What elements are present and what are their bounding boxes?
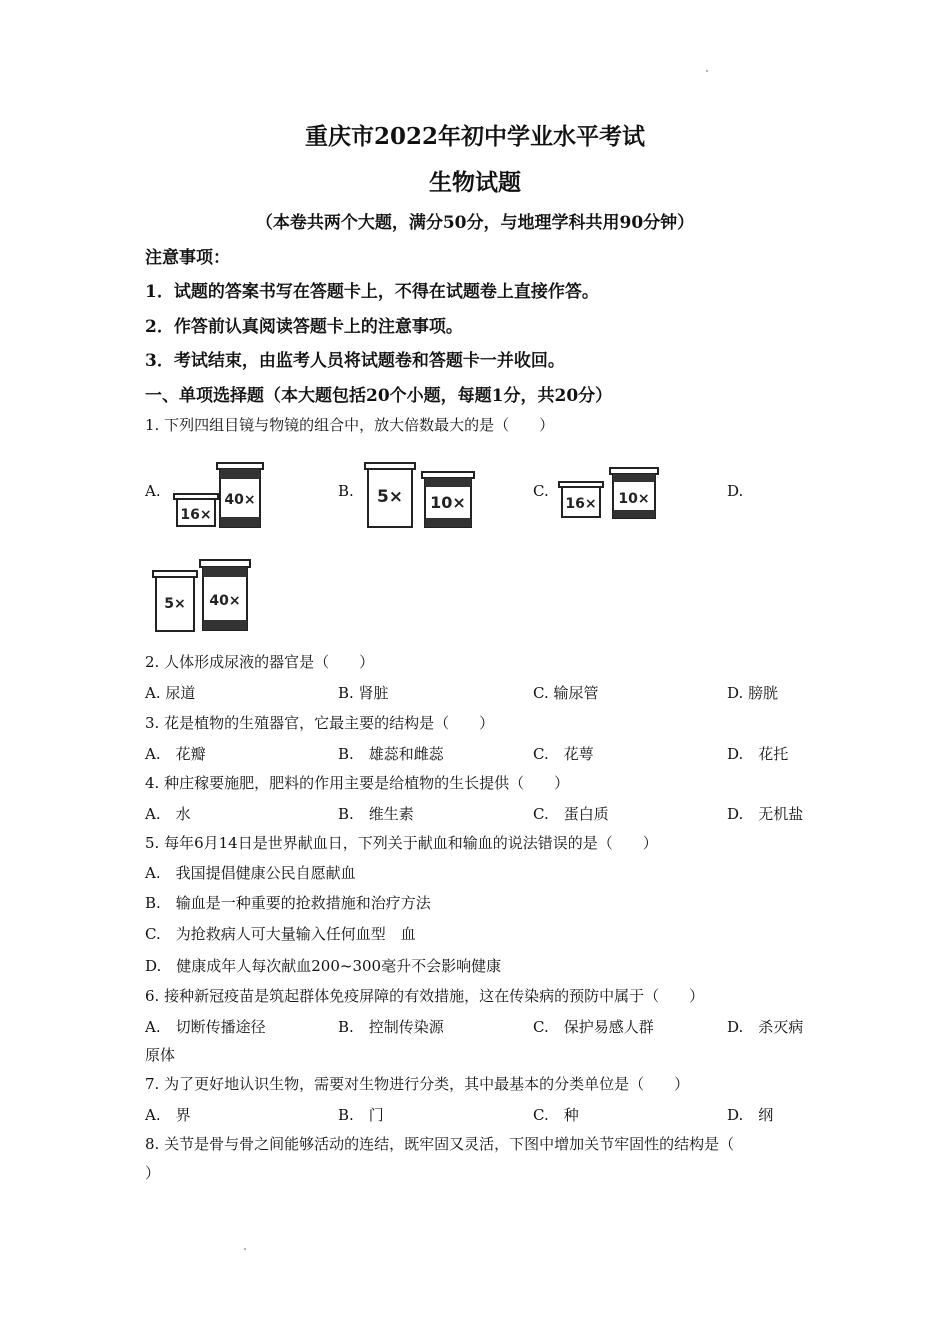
option-b: B. 雄蕊和雌蕊: [338, 745, 444, 763]
option-b-label: B.: [338, 482, 354, 500]
exam-title: 重庆市2022年初中学业水平考试: [304, 123, 645, 150]
question-4: 4. 种庄稼要施肥，肥料的作用主要是给植物的生长提供（ ）: [145, 774, 570, 792]
option-d: D. 杀灭病: [727, 1018, 804, 1036]
notice-item: 2．作答前认真阅读答题卡上的注意事项。: [145, 317, 463, 337]
option-d-wrap: 原体: [145, 1046, 176, 1064]
option-b: B. 门: [338, 1106, 384, 1124]
question-1: 1. 下列四组目镜与物镜的组合中，放大倍数最大的是（ ）: [145, 416, 555, 434]
option-c: C. 种: [533, 1106, 579, 1124]
question-3: 3. 花是植物的生殖器官，它最主要的结构是（ ）: [145, 714, 495, 732]
option-d: D. 无机盐: [727, 805, 804, 823]
option-a: A. 水: [145, 805, 191, 823]
eyepiece-label: 5×: [376, 487, 404, 507]
eyepiece-lens: [153, 571, 197, 631]
objective-lens: [200, 560, 250, 630]
eyepiece-label: 16×: [565, 496, 597, 512]
option-c: C. 保护易感人群: [533, 1018, 654, 1036]
eyepiece-label: 5×: [164, 596, 186, 612]
option-a: A. 界: [145, 1106, 191, 1124]
lens-pair-a: [172, 460, 272, 534]
option-b: B. 肾脏: [338, 684, 389, 702]
option-c: C. 为抢救病人可大量输入任何血型 血: [145, 925, 416, 943]
eyepiece-lens: [559, 482, 603, 517]
eyepiece-lens: [174, 494, 218, 526]
option-c-label: C.: [533, 482, 549, 500]
notice-item: 3．考试结束，由监考人员将试题卷和答题卡一并收回。: [145, 351, 565, 371]
option-c: C. 蛋白质: [533, 805, 609, 823]
objective-lens: [217, 463, 263, 527]
eyepiece-label: 16×: [180, 507, 212, 523]
option-a: A. 花瓣: [145, 745, 206, 763]
question-2: 2. 人体形成尿液的器官是（ ）: [145, 653, 375, 671]
option-c: C. 输尿管: [533, 684, 599, 702]
option-b: B. 输血是一种重要的抢救措施和治疗方法: [145, 894, 431, 912]
lens-pair-b: [362, 460, 478, 534]
option-d: D. 健康成年人每次献血200~300毫升不会影响健康: [145, 957, 502, 975]
objective-lens: [610, 468, 658, 518]
eyepiece-lens: [365, 463, 415, 527]
objective-lens: [422, 472, 474, 527]
objective-label: 10×: [618, 491, 650, 507]
notices-heading: 注意事项：: [145, 248, 230, 268]
exam-subtitle: 生物试题: [429, 169, 521, 196]
option-a: A. 我国提倡健康公民自愿献血: [145, 864, 356, 882]
lens-pair-d: [150, 556, 256, 636]
objective-label: 40×: [224, 492, 256, 508]
question-8-wrap: ）: [145, 1164, 161, 1182]
option-a-label: A.: [145, 482, 161, 500]
question-8: 8. 关节是骨与骨之间能够活动的连结，既牢固又灵活，下图中增加关节牢固性的结构是（: [145, 1135, 735, 1153]
question-6: 6. 接种新冠疫苗是筑起群体免疫屏障的有效措施，这在传染病的预防中属于（ ）: [145, 987, 705, 1005]
section-heading: 一、单项选择题（本大题包括20个小题，每题1分，共20分）: [145, 386, 613, 406]
option-d: D. 膀胱: [727, 684, 779, 702]
objective-label: 10×: [430, 493, 466, 512]
option-a: A. 尿道: [145, 684, 196, 702]
question-5: 5. 每年6月14日是世界献血日，下列关于献血和输血的说法错误的是（ ）: [145, 834, 658, 852]
exam-note: （本卷共两个大题，满分50分，与地理学科共用90分钟）: [255, 213, 695, 233]
option-b: B. 维生素: [338, 805, 414, 823]
option-b: B. 控制传染源: [338, 1018, 444, 1036]
notice-item: 1．试题的答案书写在答题卡上，不得在试题卷上直接作答。: [145, 282, 599, 302]
option-d: D. 花托: [727, 745, 789, 763]
option-c: C. 花萼: [533, 745, 594, 763]
lens-pair-c: [556, 464, 662, 524]
question-7: 7. 为了更好地认识生物，需要对生物进行分类，其中最基本的分类单位是（ ）: [145, 1075, 690, 1093]
objective-label: 40×: [209, 593, 241, 609]
option-d: D. 纲: [727, 1106, 774, 1124]
option-d-label: D.: [727, 482, 744, 500]
option-a: A. 切断传播途径: [145, 1018, 266, 1036]
